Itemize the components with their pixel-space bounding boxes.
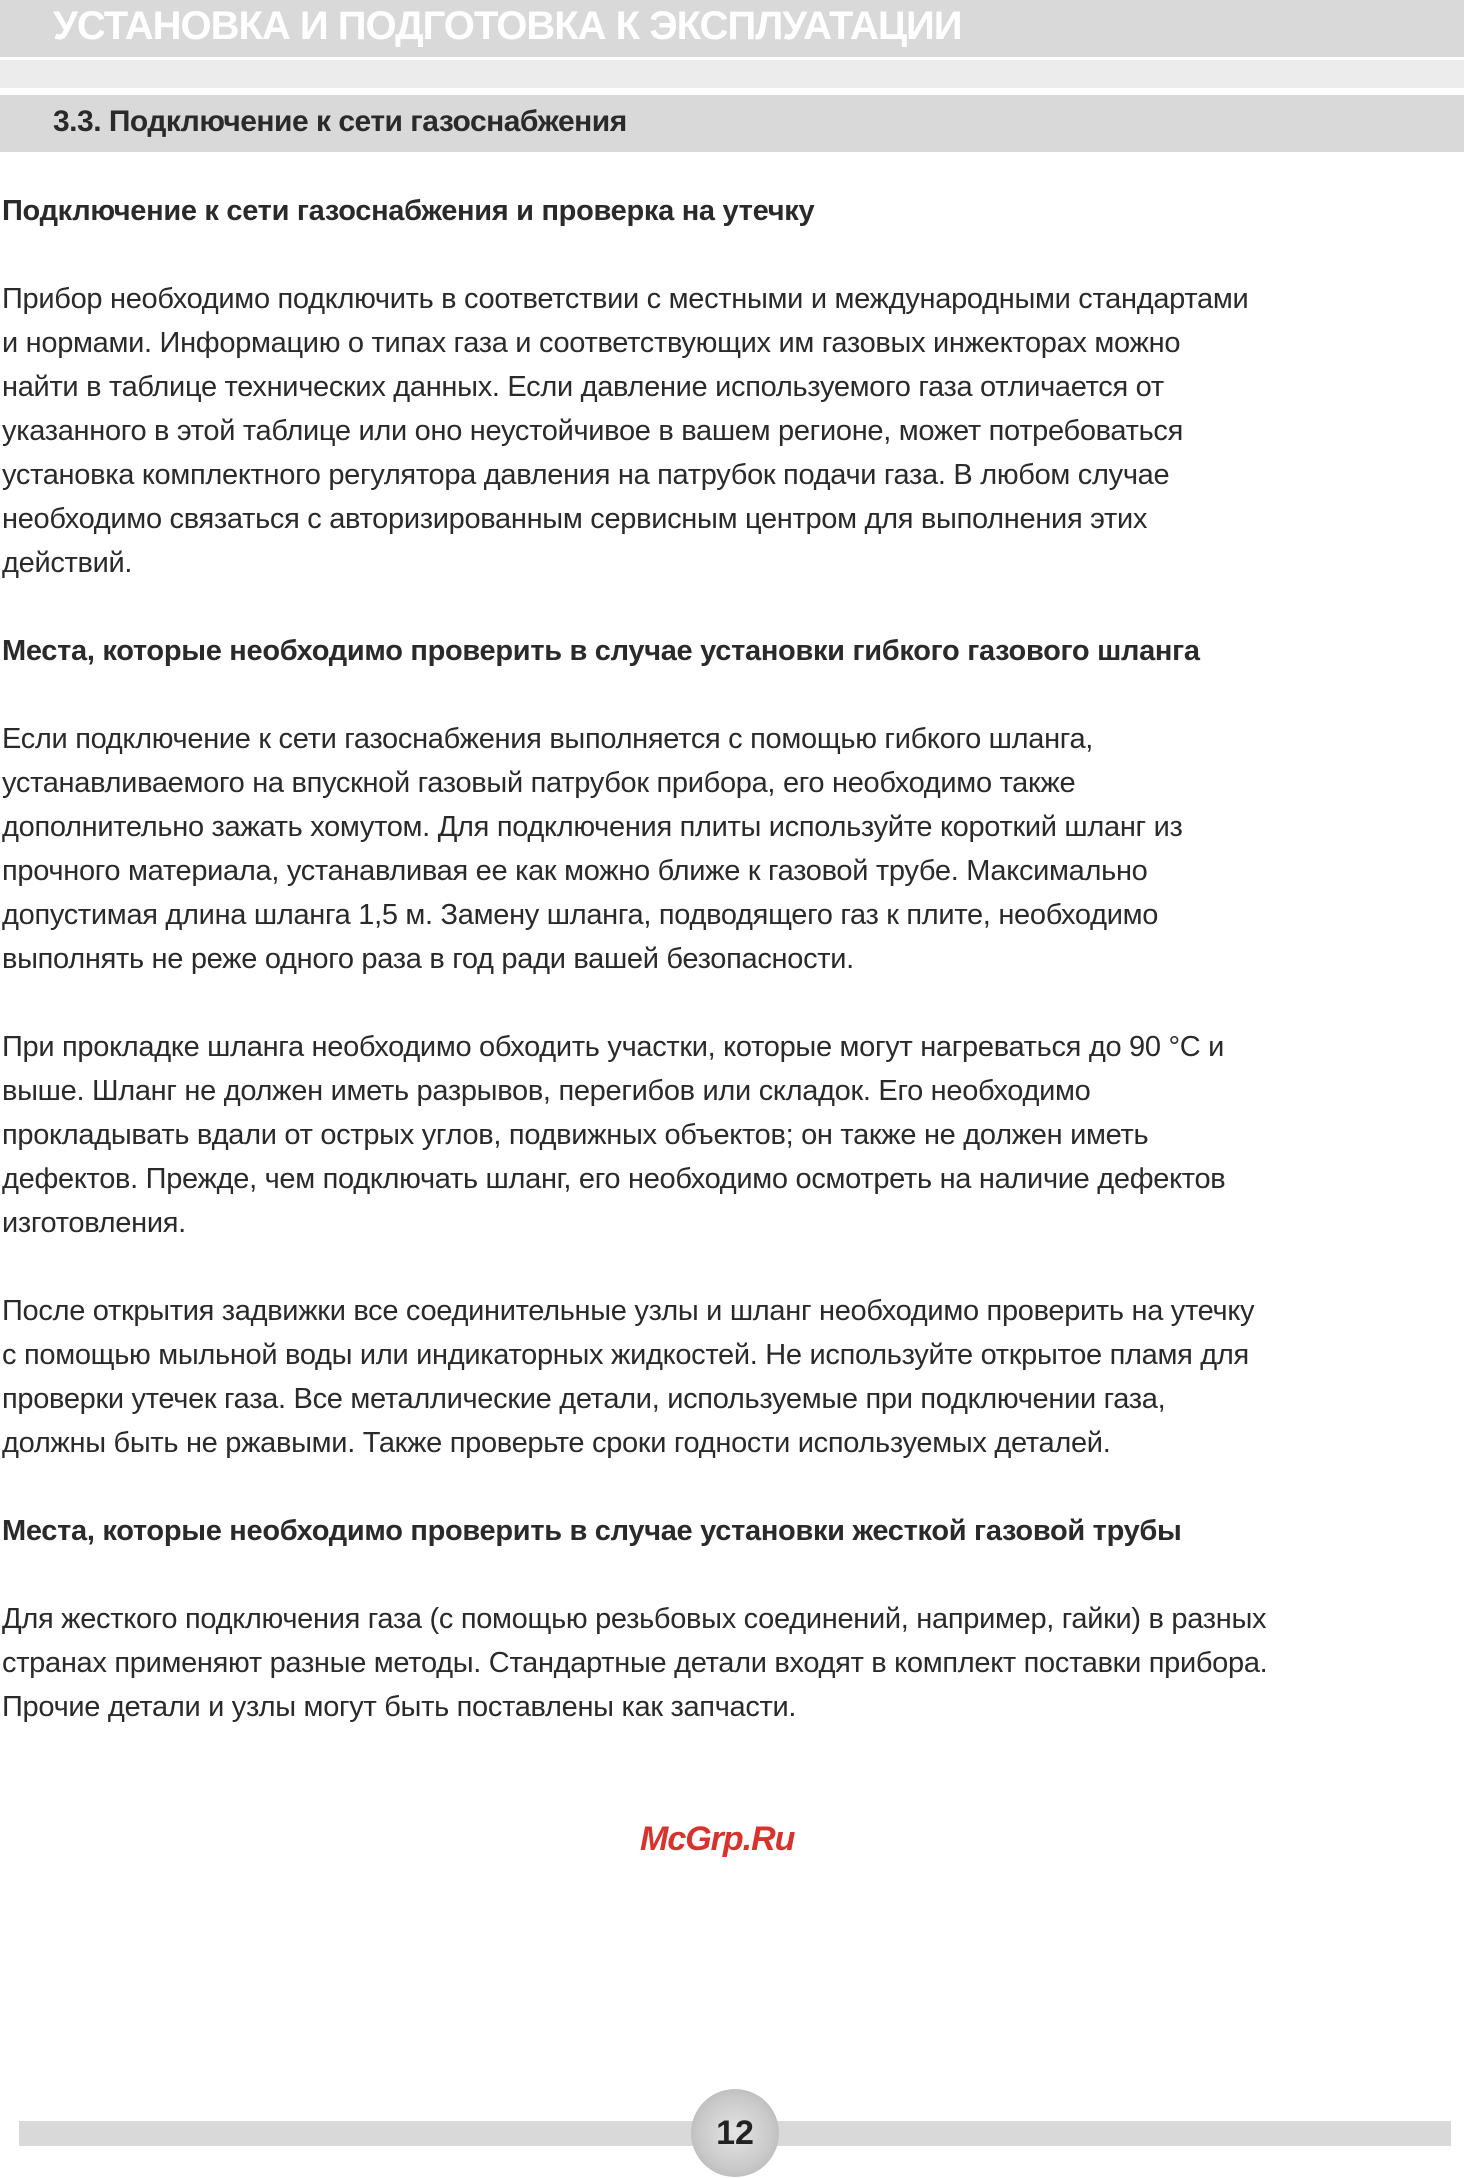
page-number-badge (691, 2089, 779, 2177)
paragraph (2, 717, 1464, 981)
text-line: устанавливаемого на впускной газовый патрубок прибора, его необходимо также (2, 767, 1076, 799)
text-line: При прокладке шланга необходимо обходить участки, которые могут нагреваться до 90 °C и (2, 1031, 1225, 1063)
text-line: проверки утечек газа. Все металлические детали, используемые при подключении газа, (2, 1383, 1166, 1415)
text-line: найти в таблице технических данных. Если давление используемого газа отличается от (2, 371, 1164, 403)
text-line: выполнять не реже одного раза в год ради вашей безопасности. (2, 943, 854, 975)
paragraph (2, 1597, 1464, 1729)
text-line: После открытия задвижки все соединительные узлы и шланг необходимо проверить на утечку (2, 1295, 1255, 1327)
page-number: 12 (716, 2113, 754, 2152)
paragraph (2, 1025, 1464, 1245)
paragraph (2, 1289, 1464, 1465)
text-line: допустимая длина шланга 1,5 м. Замену шланга, подводящего газ к плите, необходимо (2, 899, 1159, 931)
text-line: Места, которые необходимо проверить в случае установки жесткой газовой трубы (2, 1515, 1182, 1547)
text-line: прочного материала, устанавливая ее как можно ближе к газовой трубе. Максимально (2, 855, 1148, 887)
divider-band (0, 60, 1464, 88)
subheading (2, 629, 1464, 673)
text-line: должны быть не ржавыми. Также проверьте сроки годности используемых деталей. (2, 1427, 1111, 1459)
text-line: Прочие детали и узлы могут быть поставлены как запчасти. (2, 1691, 797, 1723)
section-header (0, 95, 1464, 152)
text-line: необходимо связаться с авторизированным сервисным центром для выполнения этих (2, 503, 1148, 535)
chapter-title: УСТАНОВКА И ПОДГОТОВКА К ЭКСПЛУАТАЦИИ (53, 4, 962, 48)
text-line: установка комплектного регулятора давления на патрубок подачи газа. В любом случае (2, 459, 1170, 491)
text-line: действий. (2, 547, 133, 579)
text-line: Подключение к сети газоснабжения и проверка на утечку (2, 195, 815, 227)
text-line: Прибор необходимо подключить в соответствии с местными и международными стандартами (2, 283, 1249, 315)
text-line: Если подключение к сети газоснабжения выполняется с помощью гибкого шланга, (2, 723, 1094, 755)
subheading (2, 189, 1464, 233)
text-line: Места, которые необходимо проверить в случае установки гибкого газового шланга (2, 635, 1200, 667)
text-line: выше. Шланг не должен иметь разрывов, перегибов или складок. Его необходимо (2, 1075, 1091, 1107)
section-title: 3.3. Подключение к сети газоснабжения (53, 105, 627, 138)
watermark: McGrp.Ru (640, 1820, 795, 1858)
text-line: странах применяют разные методы. Стандартные детали входят в комплект поставки прибора. (2, 1647, 1268, 1679)
document-body (2, 189, 1464, 1773)
paragraph (2, 277, 1464, 585)
text-line: и нормами. Информацию о типах газа и соответствующих им газовых инжекторах можно (2, 327, 1181, 359)
text-line: с помощью мыльной воды или индикаторных жидкостей. Не используйте открытое пламя для (2, 1339, 1249, 1371)
text-line: прокладывать вдали от острых углов, подвижных объектов; он также не должен иметь (2, 1119, 1149, 1151)
text-line: изготовления. (2, 1207, 186, 1239)
subheading (2, 1509, 1464, 1553)
text-line: дополнительно зажать хомутом. Для подключения плиты используйте короткий шланг из (2, 811, 1183, 843)
chapter-header (0, 0, 1464, 57)
text-line: Для жесткого подключения газа (с помощью резьбовых соединений, например, гайки) в разных (2, 1603, 1267, 1635)
text-line: дефектов. Прежде, чем подключать шланг, его необходимо осмотреть на наличие дефектов (2, 1163, 1226, 1195)
text-line: указанного в этой таблице или оно неустойчивое в вашем регионе, может потребоваться (2, 415, 1184, 447)
